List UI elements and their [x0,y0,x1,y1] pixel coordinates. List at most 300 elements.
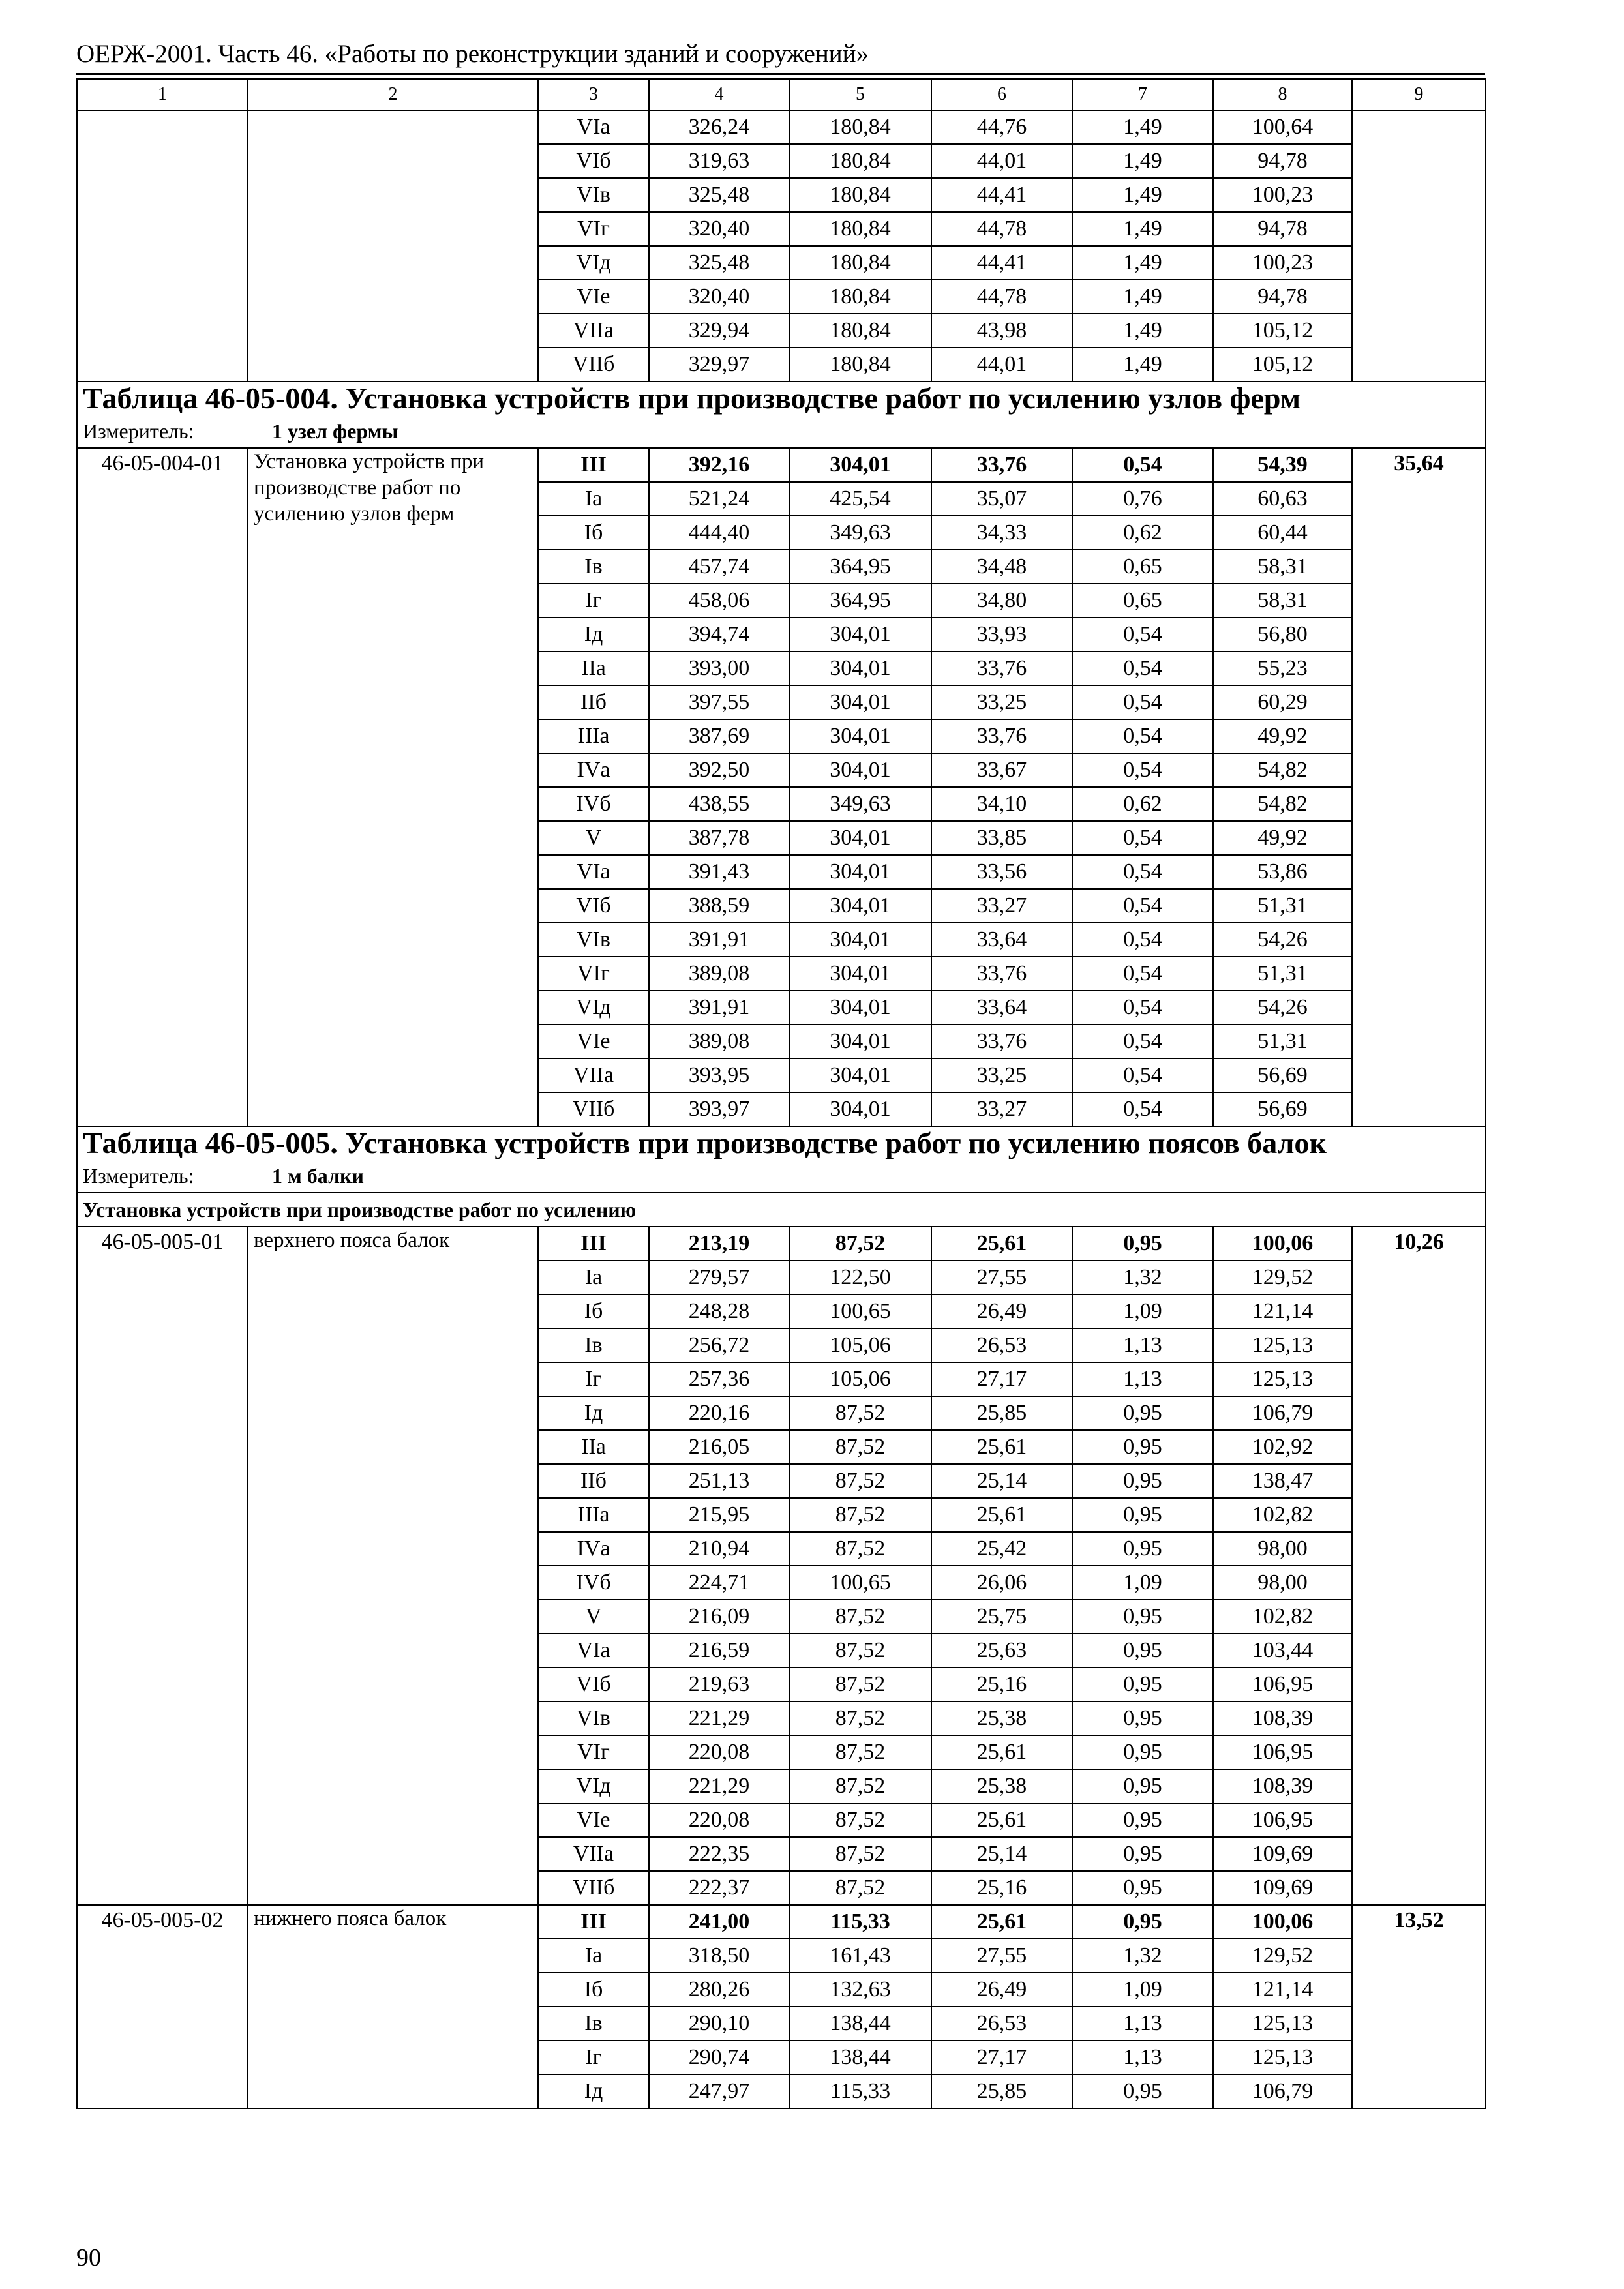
value-cell: 391,91 [649,923,789,957]
value-cell: 129,52 [1213,1939,1352,1973]
value-cell: 457,74 [649,550,789,584]
value-cell: 25,42 [931,1532,1072,1566]
zone-cell: VIг [538,212,649,246]
value-cell: 0,95 [1072,1668,1213,1701]
value-cell: 0,54 [1072,685,1213,719]
value-cell: 25,61 [931,1498,1072,1532]
table-title: Таблица 46-05-005. Установка устройств при производстве работ по усилению поясов балок [77,1126,1486,1159]
value-cell: 102,82 [1213,1600,1352,1634]
zone-cell: Iг [538,584,649,618]
value-cell: 521,24 [649,482,789,516]
value-cell: 44,78 [931,212,1072,246]
value-cell: 280,26 [649,1973,789,2007]
value-cell: 304,01 [789,685,931,719]
page-header [76,39,1485,69]
value-cell: 87,52 [789,1769,931,1803]
value-cell: 0,95 [1072,1803,1213,1837]
value-cell: 25,75 [931,1600,1072,1634]
value-cell: 122,50 [789,1261,931,1294]
value-cell: 129,52 [1213,1261,1352,1294]
value-cell: 216,05 [649,1430,789,1464]
zone-cell: IIб [538,685,649,719]
value-cell: 318,50 [649,1939,789,1973]
value-cell: 397,55 [649,685,789,719]
subheading: Установка устройств при производстве работ по усилению [77,1193,1486,1227]
value-cell: 54,82 [1213,787,1352,821]
value-cell: 54,82 [1213,753,1352,787]
value-cell: 108,39 [1213,1701,1352,1735]
rates-table [76,78,1486,2109]
value-cell: 210,94 [649,1532,789,1566]
value-cell: 94,78 [1213,212,1352,246]
value-cell: 180,84 [789,110,931,144]
column-number-row [77,79,1486,110]
zone-cell: VIе [538,1803,649,1837]
value-cell: 1,49 [1072,280,1213,314]
value-cell: 304,01 [789,1058,931,1092]
item-name: верхнего пояса балок [248,1227,538,1905]
item-name [248,110,538,382]
value-cell: 0,54 [1072,1092,1213,1126]
value-cell: 247,97 [649,2074,789,2108]
value-cell: 43,98 [931,314,1072,348]
value-cell: 56,69 [1213,1092,1352,1126]
value-cell: 1,32 [1072,1261,1213,1294]
value-cell: 0,54 [1072,719,1213,753]
item-name: нижнего пояса балок [248,1905,538,2108]
value-cell: 425,54 [789,482,931,516]
zone-cell: VIа [538,110,649,144]
value-cell: 35,07 [931,482,1072,516]
value-cell: 1,13 [1072,2041,1213,2074]
value-cell: 33,76 [931,651,1072,685]
zone-cell: VIб [538,1668,649,1701]
value-cell: 100,65 [789,1294,931,1328]
value-cell: 109,69 [1213,1871,1352,1905]
value-cell: 0,54 [1072,618,1213,651]
zone-cell: Iв [538,1328,649,1362]
value-cell: 105,06 [789,1328,931,1362]
value-cell: 0,54 [1072,1058,1213,1092]
table-row [77,448,1486,482]
value-cell: 0,95 [1072,1498,1213,1532]
value-cell: 87,52 [789,1498,931,1532]
value-cell: 132,63 [789,1973,931,2007]
value-cell: 458,06 [649,584,789,618]
value-cell: 27,17 [931,1362,1072,1396]
value-cell: 87,52 [789,1532,931,1566]
value-cell: 0,54 [1072,923,1213,957]
value-cell: 0,54 [1072,821,1213,855]
value-cell: 213,19 [649,1227,789,1261]
value-cell: 222,35 [649,1837,789,1871]
value-cell: 27,55 [931,1261,1072,1294]
value-cell: 1,49 [1072,178,1213,212]
value-cell: 25,14 [931,1837,1072,1871]
value-cell: 0,54 [1072,889,1213,923]
column-number: 3 [538,79,649,110]
value-cell: 304,01 [789,753,931,787]
value-cell: 51,31 [1213,1025,1352,1058]
value-cell: 109,69 [1213,1837,1352,1871]
zone-cell: VIв [538,1701,649,1735]
value-cell: 444,40 [649,516,789,550]
value-cell: 27,55 [931,1939,1072,1973]
value-cell: 325,48 [649,178,789,212]
zone-cell: Iг [538,1362,649,1396]
value-cell: 49,92 [1213,821,1352,855]
value-cell: 304,01 [789,1092,931,1126]
value-cell: 102,82 [1213,1498,1352,1532]
value-cell: 33,64 [931,991,1072,1025]
value-cell: 0,95 [1072,1430,1213,1464]
value-cell: 0,54 [1072,855,1213,889]
zone-cell: IIIа [538,719,649,753]
column-number: 4 [649,79,789,110]
value-cell: 304,01 [789,618,931,651]
value-cell: 100,06 [1213,1905,1352,1939]
value-cell: 87,52 [789,1668,931,1701]
value-cell: 60,29 [1213,685,1352,719]
zone-cell: Iг [538,2041,649,2074]
meter-value: 1 м балки [272,1164,364,1188]
value-cell: 349,63 [789,516,931,550]
value-cell: 33,76 [931,957,1072,991]
value-cell: 364,95 [789,550,931,584]
value-cell: 27,17 [931,2041,1072,2074]
value-cell: 87,52 [789,1701,931,1735]
item-name: Установка устройств при производстве работ по усилению узлов ферм [248,448,538,1126]
zone-cell: VIд [538,246,649,280]
value-cell: 180,84 [789,246,931,280]
zone-cell: Iа [538,1261,649,1294]
value-cell: 55,23 [1213,651,1352,685]
meter-cell [77,1159,1486,1193]
value-cell: 0,95 [1072,1634,1213,1668]
page-number: 90 [76,2244,101,2271]
column-number: 7 [1072,79,1213,110]
value-cell: 0,54 [1072,753,1213,787]
value-cell: 33,25 [931,685,1072,719]
value-cell: 1,09 [1072,1566,1213,1600]
zone-cell: IIIа [538,1498,649,1532]
value-cell: 161,43 [789,1939,931,1973]
zone-cell: Iв [538,550,649,584]
value-cell: 25,61 [931,1735,1072,1769]
value-cell: 106,95 [1213,1668,1352,1701]
value-cell: 87,52 [789,1634,931,1668]
value-cell: 25,14 [931,1464,1072,1498]
value-cell: 105,12 [1213,348,1352,382]
col9-cell: 35,64 [1352,448,1486,1126]
zone-cell: Iв [538,2007,649,2041]
value-cell: 1,49 [1072,212,1213,246]
value-cell: 25,85 [931,1396,1072,1430]
col9-cell: 13,52 [1352,1905,1486,2108]
value-cell: 248,28 [649,1294,789,1328]
value-cell: 364,95 [789,584,931,618]
value-cell: 0,95 [1072,1532,1213,1566]
value-cell: 221,29 [649,1701,789,1735]
value-cell: 224,71 [649,1566,789,1600]
value-cell: 25,85 [931,2074,1072,2108]
value-cell: 100,06 [1213,1227,1352,1261]
value-cell: 56,80 [1213,618,1352,651]
zone-cell: V [538,1600,649,1634]
value-cell: 26,06 [931,1566,1072,1600]
value-cell: 0,65 [1072,584,1213,618]
value-cell: 25,38 [931,1769,1072,1803]
value-cell: 106,79 [1213,2074,1352,2108]
column-number: 5 [789,79,931,110]
value-cell: 180,84 [789,144,931,178]
value-cell: 180,84 [789,280,931,314]
value-cell: 106,79 [1213,1396,1352,1430]
value-cell: 0,95 [1072,1227,1213,1261]
value-cell: 180,84 [789,348,931,382]
value-cell: 1,49 [1072,314,1213,348]
column-number: 2 [248,79,538,110]
value-cell: 304,01 [789,821,931,855]
meter-label: Измеритель: [83,419,194,443]
value-cell: 0,76 [1072,482,1213,516]
zone-cell: VIв [538,178,649,212]
value-cell: 393,95 [649,1058,789,1092]
zone-cell: Iб [538,516,649,550]
zone-cell: IVб [538,1566,649,1600]
zone-cell: VIа [538,855,649,889]
value-cell: 392,16 [649,448,789,482]
value-cell: 54,26 [1213,923,1352,957]
value-cell: 1,09 [1072,1294,1213,1328]
meter-label: Измеритель: [83,1164,194,1188]
value-cell: 98,00 [1213,1566,1352,1600]
zone-cell: VIб [538,144,649,178]
value-cell: 33,27 [931,1092,1072,1126]
value-cell: 98,00 [1213,1532,1352,1566]
zone-cell: III [538,448,649,482]
value-cell: 180,84 [789,178,931,212]
value-cell: 216,09 [649,1600,789,1634]
zone-cell: Iа [538,482,649,516]
column-number: 1 [77,79,248,110]
value-cell: 391,91 [649,991,789,1025]
zone-cell: Iд [538,618,649,651]
value-cell: 26,49 [931,1973,1072,2007]
value-cell: 221,29 [649,1769,789,1803]
value-cell: 125,13 [1213,1328,1352,1362]
value-cell: 219,63 [649,1668,789,1701]
value-cell: 106,95 [1213,1803,1352,1837]
value-cell: 56,69 [1213,1058,1352,1092]
value-cell: 0,95 [1072,1396,1213,1430]
value-cell: 87,52 [789,1396,931,1430]
value-cell: 25,16 [931,1668,1072,1701]
value-cell: 349,63 [789,787,931,821]
value-cell: 58,31 [1213,550,1352,584]
table-title-row [77,1126,1486,1159]
meter-row [77,1159,1486,1193]
value-cell: 34,48 [931,550,1072,584]
value-cell: 100,64 [1213,110,1352,144]
zone-cell: IVа [538,1532,649,1566]
value-cell: 87,52 [789,1227,931,1261]
value-cell: 102,92 [1213,1430,1352,1464]
value-cell: 1,49 [1072,348,1213,382]
value-cell: 304,01 [789,719,931,753]
value-cell: 105,06 [789,1362,931,1396]
value-cell: 0,54 [1072,448,1213,482]
zone-cell: III [538,1227,649,1261]
table-row [77,110,1486,144]
value-cell: 60,44 [1213,516,1352,550]
value-cell: 26,53 [931,2007,1072,2041]
value-cell: 121,14 [1213,1973,1352,2007]
zone-cell: Iд [538,1396,649,1430]
value-cell: 0,54 [1072,651,1213,685]
value-cell: 329,97 [649,348,789,382]
value-cell: 33,93 [931,618,1072,651]
value-cell: 329,94 [649,314,789,348]
value-cell: 220,08 [649,1803,789,1837]
zone-cell: VIIа [538,314,649,348]
value-cell: 34,10 [931,787,1072,821]
zone-cell: IIа [538,1430,649,1464]
value-cell: 44,76 [931,110,1072,144]
value-cell: 394,74 [649,618,789,651]
zone-cell: VIIб [538,348,649,382]
header-rule [76,73,1485,75]
value-cell: 54,39 [1213,448,1352,482]
column-number: 9 [1352,79,1486,110]
value-cell: 125,13 [1213,1362,1352,1396]
value-cell: 393,97 [649,1092,789,1126]
value-cell: 115,33 [789,2074,931,2108]
column-number: 6 [931,79,1072,110]
value-cell: 44,01 [931,348,1072,382]
value-cell: 1,13 [1072,2007,1213,2041]
value-cell: 33,76 [931,448,1072,482]
value-cell: 387,69 [649,719,789,753]
value-cell: 304,01 [789,923,931,957]
value-cell: 290,74 [649,2041,789,2074]
value-cell: 106,95 [1213,1735,1352,1769]
value-cell: 138,44 [789,2007,931,2041]
value-cell: 87,52 [789,1837,931,1871]
value-cell: 391,43 [649,855,789,889]
zone-cell: V [538,821,649,855]
value-cell: 388,59 [649,889,789,923]
value-cell: 389,08 [649,957,789,991]
value-cell: 387,78 [649,821,789,855]
value-cell: 25,63 [931,1634,1072,1668]
value-cell: 108,39 [1213,1769,1352,1803]
value-cell: 33,76 [931,1025,1072,1058]
meter-value: 1 узел фермы [272,419,398,443]
table-row [77,1227,1486,1261]
value-cell: 33,85 [931,821,1072,855]
value-cell: 326,24 [649,110,789,144]
value-cell: 279,57 [649,1261,789,1294]
value-cell: 392,50 [649,753,789,787]
value-cell: 320,40 [649,212,789,246]
zone-cell: VIIа [538,1837,649,1871]
value-cell: 0,95 [1072,1905,1213,1939]
value-cell: 44,41 [931,178,1072,212]
value-cell: 103,44 [1213,1634,1352,1668]
value-cell: 0,95 [1072,1871,1213,1905]
zone-cell: III [538,1905,649,1939]
value-cell: 290,10 [649,2007,789,2041]
value-cell: 51,31 [1213,957,1352,991]
value-cell: 0,62 [1072,516,1213,550]
value-cell: 0,95 [1072,1769,1213,1803]
value-cell: 53,86 [1213,855,1352,889]
value-cell: 319,63 [649,144,789,178]
value-cell: 54,26 [1213,991,1352,1025]
item-code: 46-05-005-02 [77,1905,248,2108]
value-cell: 325,48 [649,246,789,280]
value-cell: 256,72 [649,1328,789,1362]
value-cell: 58,31 [1213,584,1352,618]
zone-cell: VIд [538,991,649,1025]
value-cell: 304,01 [789,991,931,1025]
value-cell: 33,27 [931,889,1072,923]
value-cell: 25,38 [931,1701,1072,1735]
value-cell: 100,23 [1213,246,1352,280]
zone-cell: VIа [538,1634,649,1668]
column-number: 8 [1213,79,1352,110]
value-cell: 180,84 [789,314,931,348]
item-code: 46-05-005-01 [77,1227,248,1905]
value-cell: 125,13 [1213,2041,1352,2074]
document-title: ОЕРЖ-2001. Часть 46. «Работы по реконструкции зданий и сооружений» [76,40,869,68]
value-cell: 51,31 [1213,889,1352,923]
value-cell: 34,80 [931,584,1072,618]
zone-cell: VIе [538,1025,649,1058]
zone-cell: VIIа [538,1058,649,1092]
value-cell: 215,95 [649,1498,789,1532]
value-cell: 304,01 [789,448,931,482]
zone-cell: Iб [538,1973,649,2007]
value-cell: 0,95 [1072,2074,1213,2108]
value-cell: 0,65 [1072,550,1213,584]
value-cell: 33,25 [931,1058,1072,1092]
value-cell: 0,54 [1072,957,1213,991]
value-cell: 26,53 [931,1328,1072,1362]
value-cell: 180,84 [789,212,931,246]
value-cell: 1,49 [1072,246,1213,280]
value-cell: 241,00 [649,1905,789,1939]
value-cell: 257,36 [649,1362,789,1396]
item-code: 46-05-004-01 [77,448,248,1126]
value-cell: 49,92 [1213,719,1352,753]
value-cell: 100,23 [1213,178,1352,212]
zone-cell: VIб [538,889,649,923]
value-cell: 44,78 [931,280,1072,314]
zone-cell: VIе [538,280,649,314]
zone-cell: Iб [538,1294,649,1328]
value-cell: 44,01 [931,144,1072,178]
zone-cell: VIв [538,923,649,957]
value-cell: 304,01 [789,889,931,923]
value-cell: 138,44 [789,2041,931,2074]
value-cell: 100,65 [789,1566,931,1600]
value-cell: 121,14 [1213,1294,1352,1328]
value-cell: 1,13 [1072,1328,1213,1362]
value-cell: 0,62 [1072,787,1213,821]
value-cell: 0,95 [1072,1735,1213,1769]
